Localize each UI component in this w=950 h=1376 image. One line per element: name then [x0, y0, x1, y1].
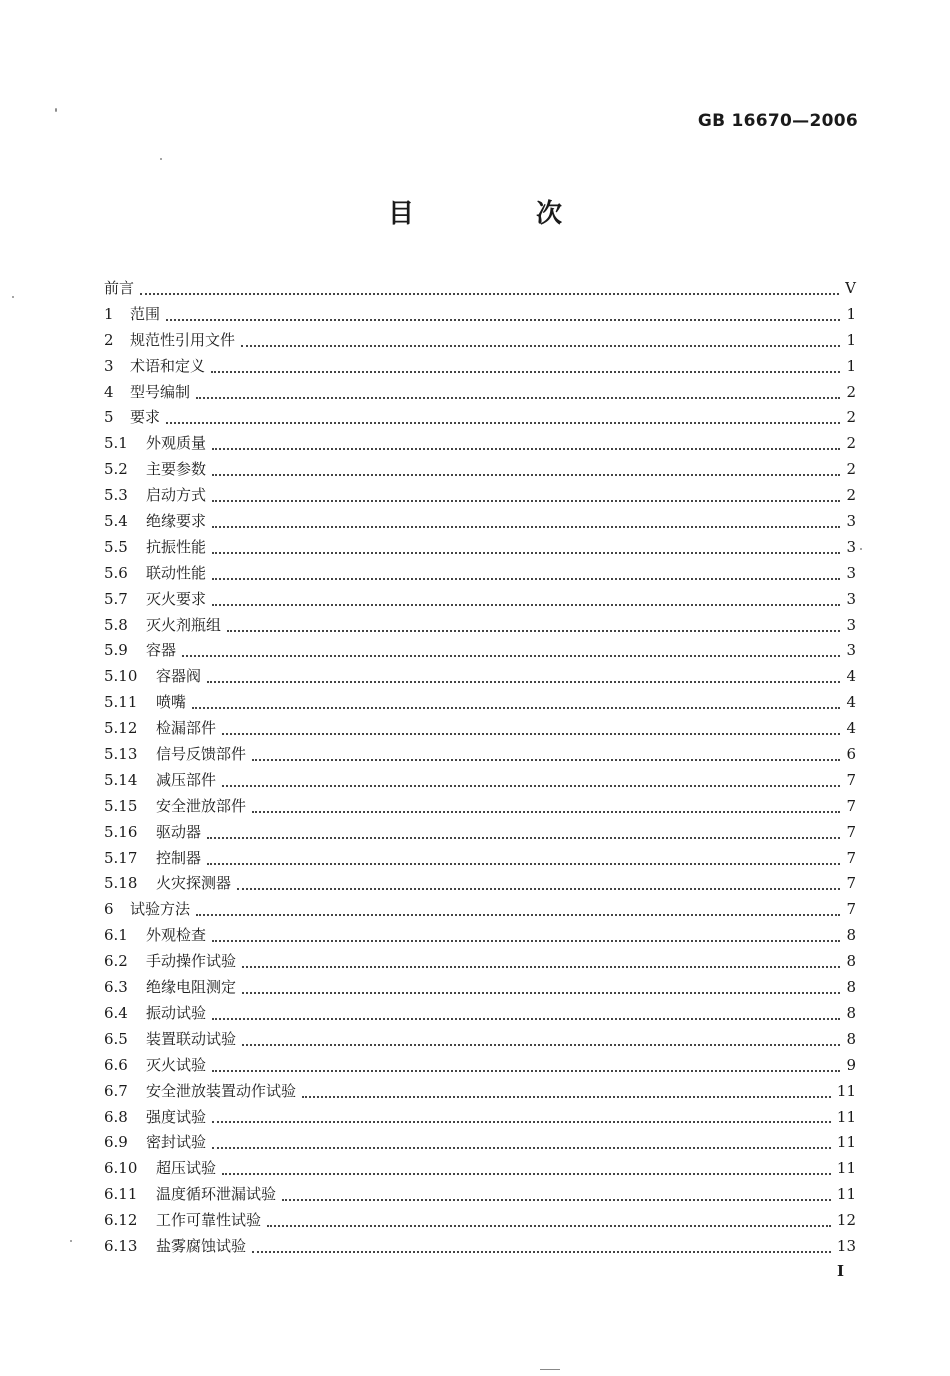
- dot-leader: [252, 1237, 831, 1253]
- toc-entry-label: 强度试验: [146, 1107, 207, 1126]
- toc-entry-label: 信号反馈部件: [156, 745, 247, 764]
- toc-entry-label: 减压部件: [156, 770, 217, 789]
- toc-entry-page: 11: [836, 1107, 856, 1126]
- toc-entry-label: 温度循环泄漏试验: [156, 1185, 277, 1204]
- toc-entry-number: 6.5: [104, 1029, 128, 1048]
- toc-entry-number: 6.12: [104, 1211, 138, 1230]
- toc-entry-number: 5.5: [104, 537, 128, 556]
- dot-leader: [282, 1185, 831, 1201]
- toc-entry-page: 12: [836, 1211, 856, 1230]
- toc-entry-page: 9: [846, 1055, 856, 1074]
- dot-leader: [166, 305, 840, 321]
- toc-entry[interactable]: [104, 587, 856, 613]
- toc-entry-label: 主要参数: [146, 460, 207, 479]
- toc-entry[interactable]: [104, 380, 856, 406]
- toc-entry[interactable]: [104, 1027, 856, 1053]
- dot-leader: [212, 1004, 840, 1020]
- toc-entry-label: 超压试验: [156, 1159, 217, 1178]
- toc-entry[interactable]: [104, 975, 856, 1001]
- toc-entry-number: 6.1: [104, 926, 128, 945]
- toc-entry-label: 外观检查: [146, 926, 207, 945]
- dot-leader: [222, 771, 840, 787]
- dot-leader: [212, 538, 840, 554]
- toc-entry-number: 1: [104, 304, 114, 323]
- toc-entry-number: 5: [104, 408, 114, 427]
- dot-leader: [242, 952, 840, 968]
- toc-entry[interactable]: [104, 1182, 856, 1208]
- toc-entry-page: 3: [846, 641, 856, 660]
- toc-entry[interactable]: [104, 897, 856, 923]
- toc-entry[interactable]: [104, 535, 856, 561]
- toc-entry-page: 4: [846, 667, 856, 686]
- page-title: 目 次: [387, 199, 610, 229]
- toc-entry-number: 6.8: [104, 1107, 128, 1126]
- toc-entry-page: 3: [846, 563, 856, 582]
- toc-entry-label: 要求: [130, 408, 161, 427]
- toc-entry-number: 5.14: [104, 770, 138, 789]
- toc-entry-number: 5.1: [104, 434, 128, 453]
- toc-entry-number: 5.15: [104, 796, 138, 815]
- toc-entry-label: 安全泄放装置动作试验: [146, 1081, 297, 1100]
- toc-entry-label: 试验方法: [130, 900, 191, 919]
- toc-entry-page: 8: [846, 952, 856, 971]
- toc-entry[interactable]: [104, 871, 856, 897]
- toc-entry-number: 5.12: [104, 719, 138, 738]
- dot-leader: [242, 978, 840, 994]
- toc-entry-label: 控制器: [156, 848, 202, 867]
- toc-entry-number: 4: [104, 382, 114, 401]
- toc-entry-page: 11: [836, 1133, 856, 1152]
- toc-entry[interactable]: [104, 1105, 856, 1131]
- toc-entry-page: V: [845, 279, 856, 297]
- dot-leader: [182, 641, 840, 657]
- dot-leader: [207, 849, 840, 865]
- toc-entry-label: 手动操作试验: [146, 952, 237, 971]
- dot-leader: [212, 1056, 840, 1072]
- toc-entry[interactable]: [104, 1208, 856, 1234]
- toc-entry-page: 7: [846, 822, 856, 841]
- toc-entry[interactable]: [104, 742, 856, 768]
- toc-entry-number: 6.3: [104, 978, 128, 997]
- toc-entry-label: 前言: [104, 279, 135, 297]
- toc-entry-number: 5.11: [104, 693, 138, 712]
- dot-leader: [222, 719, 840, 735]
- toc-entry-number: 6.4: [104, 1003, 128, 1022]
- toc-entry-label: 喷嘴: [156, 693, 187, 712]
- toc-entry-label: 术语和定义: [130, 356, 206, 375]
- toc-entry-page: 7: [846, 900, 856, 919]
- toc-entry[interactable]: [104, 1079, 856, 1105]
- toc-entry[interactable]: [104, 768, 856, 794]
- dot-leader: [196, 383, 840, 399]
- toc-entry[interactable]: [104, 276, 856, 302]
- toc-entry-label: 装置联动试验: [146, 1029, 237, 1048]
- toc-entry-label: 范围: [130, 304, 161, 323]
- toc-entry-number: 5.13: [104, 745, 138, 764]
- toc-entry-number: 3: [104, 356, 114, 375]
- toc-entry-page: 8: [846, 1029, 856, 1048]
- toc-entry[interactable]: [104, 690, 856, 716]
- toc-entry[interactable]: [104, 405, 856, 431]
- toc-entry-page: 2: [846, 434, 856, 453]
- toc-entry-number: 5.16: [104, 822, 138, 841]
- scan-speck: [55, 108, 57, 112]
- toc-entry-number: 2: [104, 330, 114, 349]
- toc-entry-page: 3: [846, 589, 856, 608]
- toc-entry[interactable]: [104, 638, 856, 664]
- toc-entry-number: 6.6: [104, 1055, 128, 1074]
- toc-entry-number: 6.11: [104, 1185, 138, 1204]
- toc-entry-page: 3: [846, 512, 856, 531]
- toc-entry-page: 8: [846, 978, 856, 997]
- toc-entry-page: 4: [846, 719, 856, 738]
- dot-leader: [222, 1159, 831, 1175]
- toc-entry-label: 检漏部件: [156, 719, 217, 738]
- dot-leader: [140, 279, 839, 295]
- toc-entry-page: 3: [846, 615, 856, 634]
- toc-entry-page: 2: [846, 408, 856, 427]
- toc-entry[interactable]: [104, 354, 856, 380]
- scan-speck: [70, 1240, 72, 1242]
- dot-leader: [212, 486, 840, 502]
- page-folio: I: [836, 1262, 844, 1280]
- toc-entry-number: 5.7: [104, 589, 128, 608]
- toc-entry[interactable]: [104, 1130, 856, 1156]
- toc-entry-page: 1: [846, 304, 856, 323]
- toc-entry[interactable]: [104, 431, 856, 457]
- dot-leader: [267, 1211, 831, 1227]
- dot-leader: [252, 797, 840, 813]
- toc-entry-number: 5.18: [104, 874, 138, 893]
- toc-entry-page: 2: [846, 486, 856, 505]
- toc-entry-number: 5.9: [104, 641, 128, 660]
- toc-entry-number: 6: [104, 900, 114, 919]
- toc-entry-page: 7: [846, 796, 856, 815]
- dot-leader: [237, 874, 840, 890]
- toc-entry-page: 7: [846, 874, 856, 893]
- toc-entry-label: 容器阀: [156, 667, 202, 686]
- dot-leader: [166, 408, 840, 424]
- toc-entry-page: 2: [846, 382, 856, 401]
- toc-entry-label: 型号编制: [130, 382, 191, 401]
- toc-entry-number: 5.4: [104, 512, 128, 531]
- scan-speck: [540, 1369, 560, 1370]
- toc-entry[interactable]: [104, 509, 856, 535]
- toc-entry-number: 6.9: [104, 1133, 128, 1152]
- toc-entry-label: 灭火剂瓶组: [146, 615, 222, 634]
- toc-entry-number: 5.6: [104, 563, 128, 582]
- toc-entry-page: 6: [846, 745, 856, 764]
- toc-entry-page: 13: [836, 1236, 856, 1255]
- toc-entry[interactable]: [104, 457, 856, 483]
- dot-leader: [212, 926, 840, 942]
- dot-leader: [212, 512, 840, 528]
- dot-leader: [212, 1133, 831, 1149]
- toc-entry[interactable]: [104, 846, 856, 872]
- toc-entry-page: 1: [846, 330, 856, 349]
- dot-leader: [302, 1082, 831, 1098]
- toc-entry-number: 6.10: [104, 1159, 138, 1178]
- toc-entry-page: 11: [836, 1185, 856, 1204]
- toc-entry-label: 启动方式: [146, 486, 207, 505]
- toc-entry[interactable]: [104, 1156, 856, 1182]
- toc-entry-number: 6.7: [104, 1081, 128, 1100]
- toc-entry-label: 密封试验: [146, 1133, 207, 1152]
- toc-entry[interactable]: [104, 613, 856, 639]
- toc-entry-label: 驱动器: [156, 822, 202, 841]
- toc-entry-page: 11: [836, 1081, 856, 1100]
- dot-leader: [207, 667, 840, 683]
- toc-entry-label: 容器: [146, 641, 177, 660]
- toc-entry[interactable]: [104, 949, 856, 975]
- dot-leader: [212, 564, 840, 580]
- dot-leader: [196, 900, 840, 916]
- toc-entry-label: 工作可靠性试验: [156, 1211, 262, 1230]
- scan-speck: [860, 548, 862, 550]
- toc-entry-page: 2: [846, 460, 856, 479]
- toc-entry[interactable]: [104, 1053, 856, 1079]
- scan-speck: [12, 296, 14, 298]
- toc-entry[interactable]: [104, 923, 856, 949]
- toc-entry[interactable]: [104, 820, 856, 846]
- toc-entry-page: 7: [846, 848, 856, 867]
- toc-entry-label: 联动性能: [146, 563, 207, 582]
- toc-entry-number: 5.3: [104, 486, 128, 505]
- dot-leader: [207, 823, 840, 839]
- toc-entry-page: 3: [846, 537, 856, 556]
- toc-entry[interactable]: [104, 561, 856, 587]
- toc-entry-label: 抗振性能: [146, 537, 207, 556]
- toc-entry-number: 6.2: [104, 952, 128, 971]
- toc-entry[interactable]: [104, 1001, 856, 1027]
- toc-entry-label: 盐雾腐蚀试验: [156, 1236, 247, 1255]
- toc-entry-label: 绝缘要求: [146, 512, 207, 531]
- toc-entry[interactable]: [104, 302, 856, 328]
- toc-entry-page: 8: [846, 1003, 856, 1022]
- toc-entry-page: 8: [846, 926, 856, 945]
- toc-entry[interactable]: [104, 716, 856, 742]
- dot-leader: [192, 693, 840, 709]
- toc-entry-page: 11: [836, 1159, 856, 1178]
- toc-entry-label: 绝缘电阻测定: [146, 978, 237, 997]
- toc-entry-label: 安全泄放部件: [156, 796, 247, 815]
- toc-entry-label: 灭火要求: [146, 589, 207, 608]
- dot-leader: [242, 1030, 840, 1046]
- dot-leader: [212, 434, 840, 450]
- toc-entry-label: 振动试验: [146, 1003, 207, 1022]
- dot-leader: [252, 745, 840, 761]
- dot-leader: [211, 357, 840, 373]
- toc-entry-page: 7: [846, 770, 856, 789]
- toc-entry-label: 规范性引用文件: [130, 330, 236, 349]
- toc-entry[interactable]: [104, 483, 856, 509]
- toc-entry-label: 灭火试验: [146, 1055, 207, 1074]
- dot-leader: [227, 616, 840, 632]
- toc-entry[interactable]: [104, 794, 856, 820]
- dot-leader: [212, 590, 840, 606]
- toc-entry-page: 4: [846, 693, 856, 712]
- toc-entry-number: 5.17: [104, 848, 138, 867]
- toc-entry-number: 5.10: [104, 667, 138, 686]
- toc-entry-label: 火灾探测器: [156, 874, 232, 893]
- table-of-contents: [104, 276, 856, 1260]
- toc-entry-label: 外观质量: [146, 434, 207, 453]
- dot-leader: [212, 1107, 831, 1123]
- scan-speck: [160, 158, 162, 160]
- toc-entry-number: 5.2: [104, 460, 128, 479]
- standard-code: GB 16670—2006: [697, 111, 858, 131]
- toc-entry-number: 6.13: [104, 1236, 138, 1255]
- dot-leader: [241, 331, 840, 347]
- toc-entry[interactable]: [104, 664, 856, 690]
- toc-entry-number: 5.8: [104, 615, 128, 634]
- dot-leader: [212, 460, 840, 476]
- toc-entry[interactable]: [104, 328, 856, 354]
- toc-entry[interactable]: [104, 1234, 856, 1260]
- toc-entry-page: 1: [846, 356, 856, 375]
